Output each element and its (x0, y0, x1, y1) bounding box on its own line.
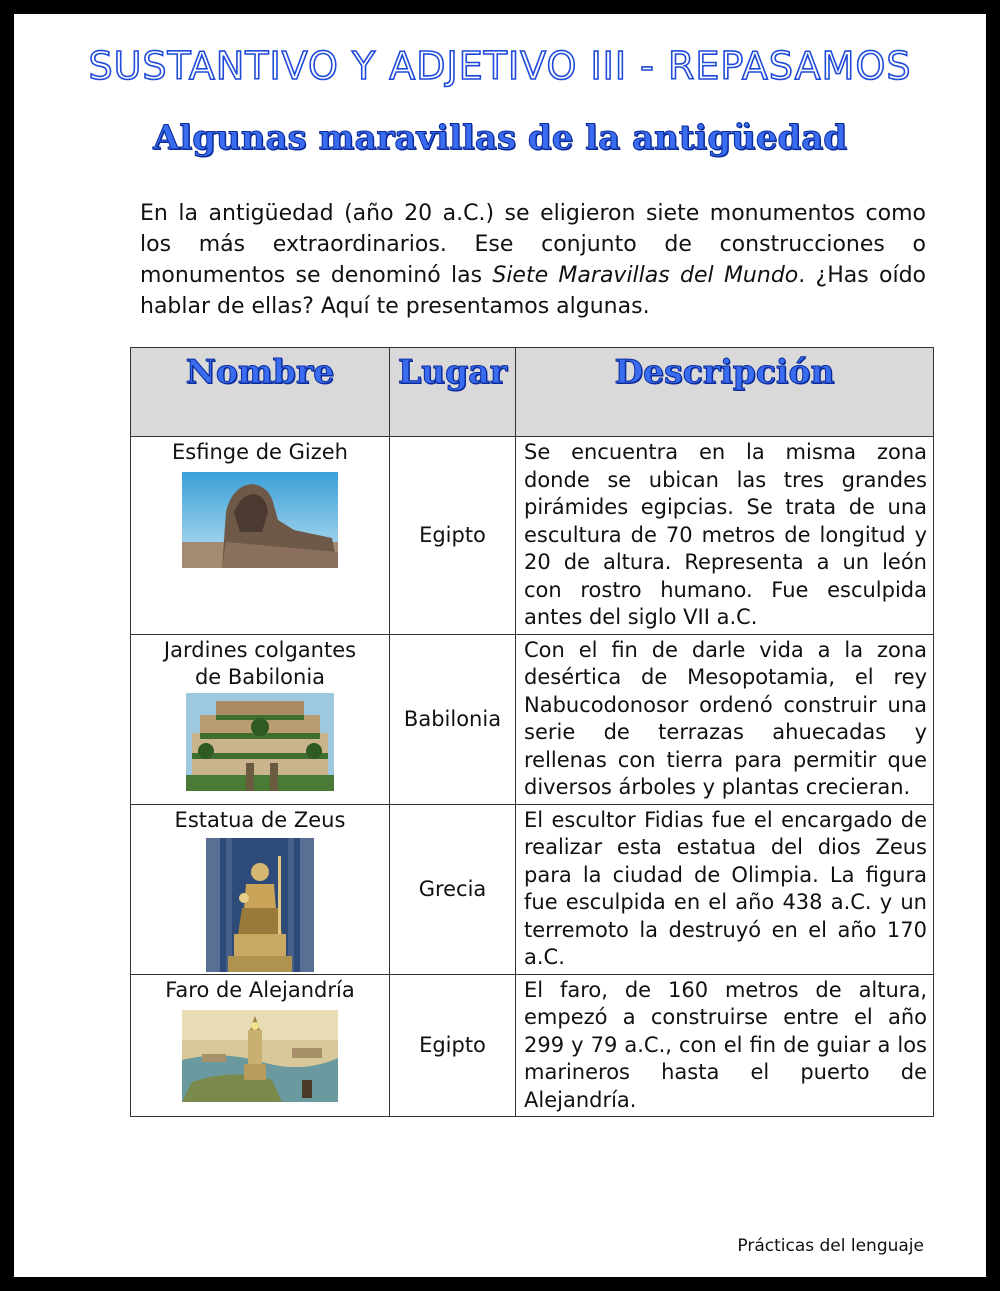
table-row (131, 437, 934, 635)
wonder-name-cell (131, 437, 390, 635)
wonder-place: Babilonia (390, 634, 516, 804)
intro-paragraph (140, 198, 926, 322)
table-row (131, 974, 934, 1117)
page-subtitle: Algunas maravillas de la antigüedad (152, 118, 848, 158)
intro-text-start: En la antigüedad (año 20 a.C.) se eligieron siete monumentos como los más extraordinarios. Ese conjunto de construcciones o monumentos se denominó las (140, 201, 926, 288)
wonder-name: Estatua de Zeus (174, 807, 346, 832)
wonder-name: Faro de Alejandría (165, 977, 355, 1002)
wonders-table (130, 347, 934, 1117)
column-header-name: Nombre (131, 348, 390, 437)
wonder-name-cell (131, 634, 390, 804)
wonder-place: Egipto (390, 974, 516, 1117)
lighthouse-image (182, 1010, 338, 1102)
wonder-name: Jardines colgantes de Babilonia (163, 637, 357, 689)
hanging-gardens-image (186, 693, 334, 791)
wonder-place: Grecia (390, 804, 516, 974)
wonder-description: El faro, de 160 metros de altura, empezó a construirse entre el año 299 y 79 a.C., con el fin de guiar a los marineros hasta el puerto de Alejandría. (516, 974, 934, 1117)
wonder-description: Con el fin de darle vida a la zona desértica de Mesopotamia, el rey Nabucodonosor ordenó construir una serie de terrazas ahuecadas y rellenas con tierra para permitir que diversos árboles y plantas crecieran. (516, 634, 934, 804)
page-title: SUSTANTIVO Y ADJETIVO III - REPASAMOS (88, 44, 912, 88)
column-header-description: Descripción (516, 348, 934, 437)
intro-text-italic: Siete Maravillas del Mundo (492, 263, 799, 288)
zeus-statue-image (206, 838, 314, 972)
table-row (131, 804, 934, 974)
wonder-name-cell (131, 974, 390, 1117)
table-header-row (131, 348, 934, 437)
table-row (131, 634, 934, 804)
column-header-place: Lugar (390, 348, 516, 437)
wonder-description: Se encuentra en la misma zona donde se ubican las tres grandes pirámides egipcias. Se trata de una escultura de 70 metros de longitud y 20 de altura. Representa a un león con rostro humano. Fue esculpida antes del siglo VII a.C. (516, 437, 934, 635)
worksheet-page (14, 14, 986, 1277)
wonder-description: El escultor Fidias fue el encargado de realizar esta estatua del dios Zeus para la ciudad de Olimpia. La figura fue esculpida en el año 438 a.C. y un terremoto la destruyó en el año 170 a.C. (516, 804, 934, 974)
wonder-place: Egipto (390, 437, 516, 635)
intro-text-end: . ¿Has oído hablar de ellas? Aquí te presentamos algunas. (140, 263, 927, 319)
wonder-name-cell (131, 804, 390, 974)
sphinx-image (182, 472, 338, 568)
footer-subject-label: Prácticas del lenguaje (737, 1236, 924, 1256)
wonder-name: Esfinge de Gizeh (172, 440, 348, 464)
